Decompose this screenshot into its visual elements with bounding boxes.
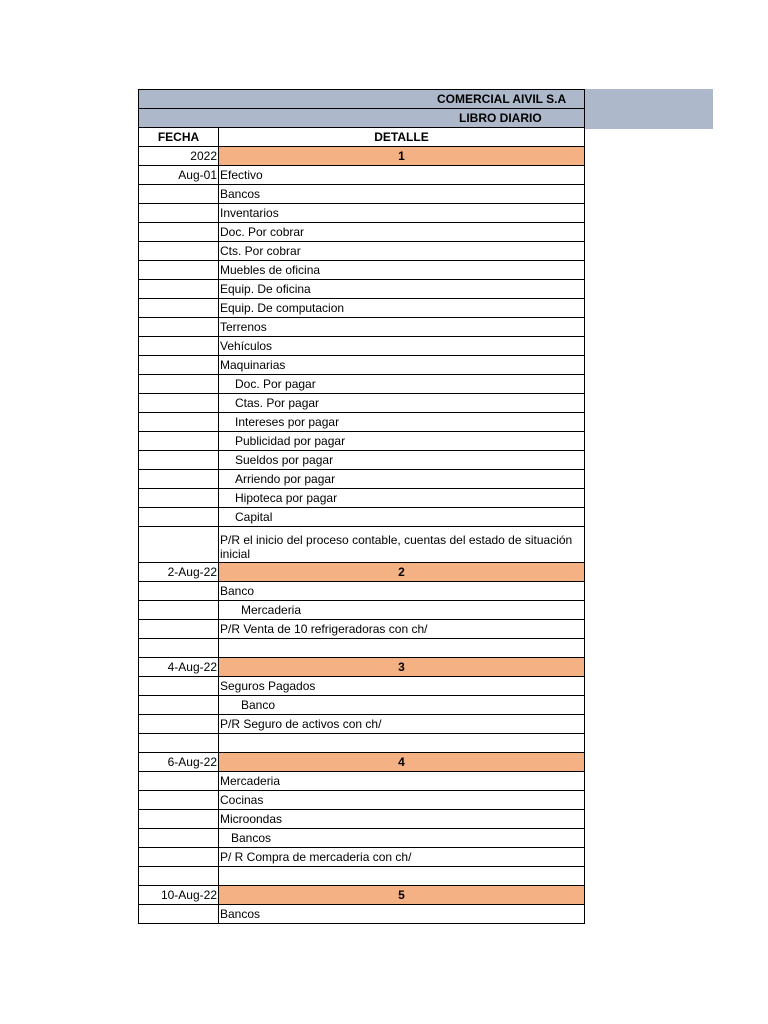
account-name: Efectivo (219, 166, 585, 185)
header-band-extension-2 (583, 109, 713, 129)
entry-date: 6-Aug-22 (139, 753, 219, 772)
journal-line (139, 413, 585, 432)
description-row (139, 848, 585, 867)
journal-line (139, 772, 585, 791)
journal-line (139, 489, 585, 508)
line-date (139, 829, 219, 848)
credit-account-name: Sueldos por pagar (219, 451, 585, 470)
journal-line (139, 810, 585, 829)
description-row (139, 715, 585, 734)
credit-account-name: Intereses por pagar (219, 413, 585, 432)
line-date (139, 261, 219, 280)
journal-table (138, 89, 585, 924)
credit-account-name: Hipoteca por pagar (219, 489, 585, 508)
journal-line (139, 582, 585, 601)
line-date (139, 489, 219, 508)
journal-line (139, 696, 585, 715)
journal-line (139, 508, 585, 527)
entry-date: 4-Aug-22 (139, 658, 219, 677)
line-date (139, 791, 219, 810)
account-name: Terrenos (219, 318, 585, 337)
journal-line (139, 601, 585, 620)
empty-cell (139, 639, 219, 658)
book-title: LIBRO DIARIO (139, 109, 585, 128)
line-date (139, 318, 219, 337)
line-date (139, 810, 219, 829)
credit-account-name: Bancos (219, 829, 585, 848)
entry-description: P/R el inicio del proceso contable, cuentas del estado de situación inicial (219, 527, 585, 563)
journal-line (139, 829, 585, 848)
entry-number-row (139, 658, 585, 677)
account-name: Muebles de oficina (219, 261, 585, 280)
account-name: Maquinarias (219, 356, 585, 375)
entry-number-row (139, 753, 585, 772)
entry-number-row (139, 563, 585, 582)
credit-account-name: Capital (219, 508, 585, 527)
entry-date: 10-Aug-22 (139, 886, 219, 905)
entry-number-row (139, 886, 585, 905)
journal-line (139, 318, 585, 337)
journal-line (139, 242, 585, 261)
empty-row (139, 734, 585, 753)
journal-line (139, 204, 585, 223)
account-name: Bancos (219, 185, 585, 204)
line-date (139, 527, 219, 563)
credit-account-name: Publicidad por pagar (219, 432, 585, 451)
account-name: Bancos (219, 905, 585, 924)
line-date (139, 677, 219, 696)
line-date (139, 356, 219, 375)
empty-cell (139, 734, 219, 753)
entry-date: 2022 (139, 147, 219, 166)
journal-line (139, 261, 585, 280)
line-date (139, 204, 219, 223)
description-row (139, 527, 585, 563)
journal-line (139, 677, 585, 696)
journal-line (139, 905, 585, 924)
line-date (139, 242, 219, 261)
empty-cell (219, 734, 585, 753)
account-name: Seguros Pagados (219, 677, 585, 696)
account-name: Doc. Por cobrar (219, 223, 585, 242)
account-name: Microondas (219, 810, 585, 829)
empty-row (139, 639, 585, 658)
line-date (139, 413, 219, 432)
journal-line (139, 394, 585, 413)
account-name: Mercaderia (219, 772, 585, 791)
journal-line (139, 356, 585, 375)
entry-number: 4 (219, 753, 585, 772)
line-date (139, 508, 219, 527)
account-name: Banco (219, 582, 585, 601)
credit-account-name: Arriendo por pagar (219, 470, 585, 489)
empty-cell (139, 867, 219, 886)
journal-line (139, 223, 585, 242)
empty-cell (219, 639, 585, 658)
line-date (139, 582, 219, 601)
line-date (139, 375, 219, 394)
empty-row (139, 867, 585, 886)
credit-account-name: Doc. Por pagar (219, 375, 585, 394)
book-row (139, 109, 585, 128)
entry-description: P/ R Compra de mercaderia con ch/ (219, 848, 585, 867)
line-date (139, 223, 219, 242)
empty-cell (219, 867, 585, 886)
journal-line (139, 185, 585, 204)
journal-line (139, 451, 585, 470)
line-date: Aug-01 (139, 166, 219, 185)
journal-line (139, 299, 585, 318)
journal-line (139, 432, 585, 451)
entry-number: 2 (219, 563, 585, 582)
account-name: Equip. De computacion (219, 299, 585, 318)
line-date (139, 772, 219, 791)
line-date (139, 185, 219, 204)
entry-date: 2-Aug-22 (139, 563, 219, 582)
line-date (139, 394, 219, 413)
account-name: Vehículos (219, 337, 585, 356)
account-name: Cocinas (219, 791, 585, 810)
line-date (139, 432, 219, 451)
company-row (139, 90, 585, 109)
credit-account-name: Mercaderia (219, 601, 585, 620)
line-date (139, 620, 219, 639)
description-row (139, 620, 585, 639)
journal-line (139, 470, 585, 489)
account-name: Cts. Por cobrar (219, 242, 585, 261)
line-date (139, 451, 219, 470)
column-header-row (139, 128, 585, 147)
header-band-extension (583, 89, 713, 109)
account-name: Inventarios (219, 204, 585, 223)
line-date (139, 337, 219, 356)
line-date (139, 696, 219, 715)
journal-line (139, 375, 585, 394)
entry-description: P/R Venta de 10 refrigeradoras con ch/ (219, 620, 585, 639)
line-date (139, 280, 219, 299)
line-date (139, 848, 219, 867)
entry-number: 3 (219, 658, 585, 677)
credit-account-name: Ctas. Por pagar (219, 394, 585, 413)
line-date (139, 715, 219, 734)
entry-number-row (139, 147, 585, 166)
line-date (139, 601, 219, 620)
line-date (139, 470, 219, 489)
account-name: Equip. De oficina (219, 280, 585, 299)
line-date (139, 905, 219, 924)
credit-account-name: Banco (219, 696, 585, 715)
line-date (139, 299, 219, 318)
entry-description: P/R Seguro de activos con ch/ (219, 715, 585, 734)
company-name: COMERCIAL AIVIL S.A (139, 90, 585, 109)
column-header-fecha: FECHA (139, 128, 219, 147)
journal-line (139, 337, 585, 356)
journal-line (139, 280, 585, 299)
journal-line (139, 166, 585, 185)
journal-line (139, 791, 585, 810)
entry-number: 1 (219, 147, 585, 166)
column-header-detalle: DETALLE (219, 128, 585, 147)
entry-number: 5 (219, 886, 585, 905)
